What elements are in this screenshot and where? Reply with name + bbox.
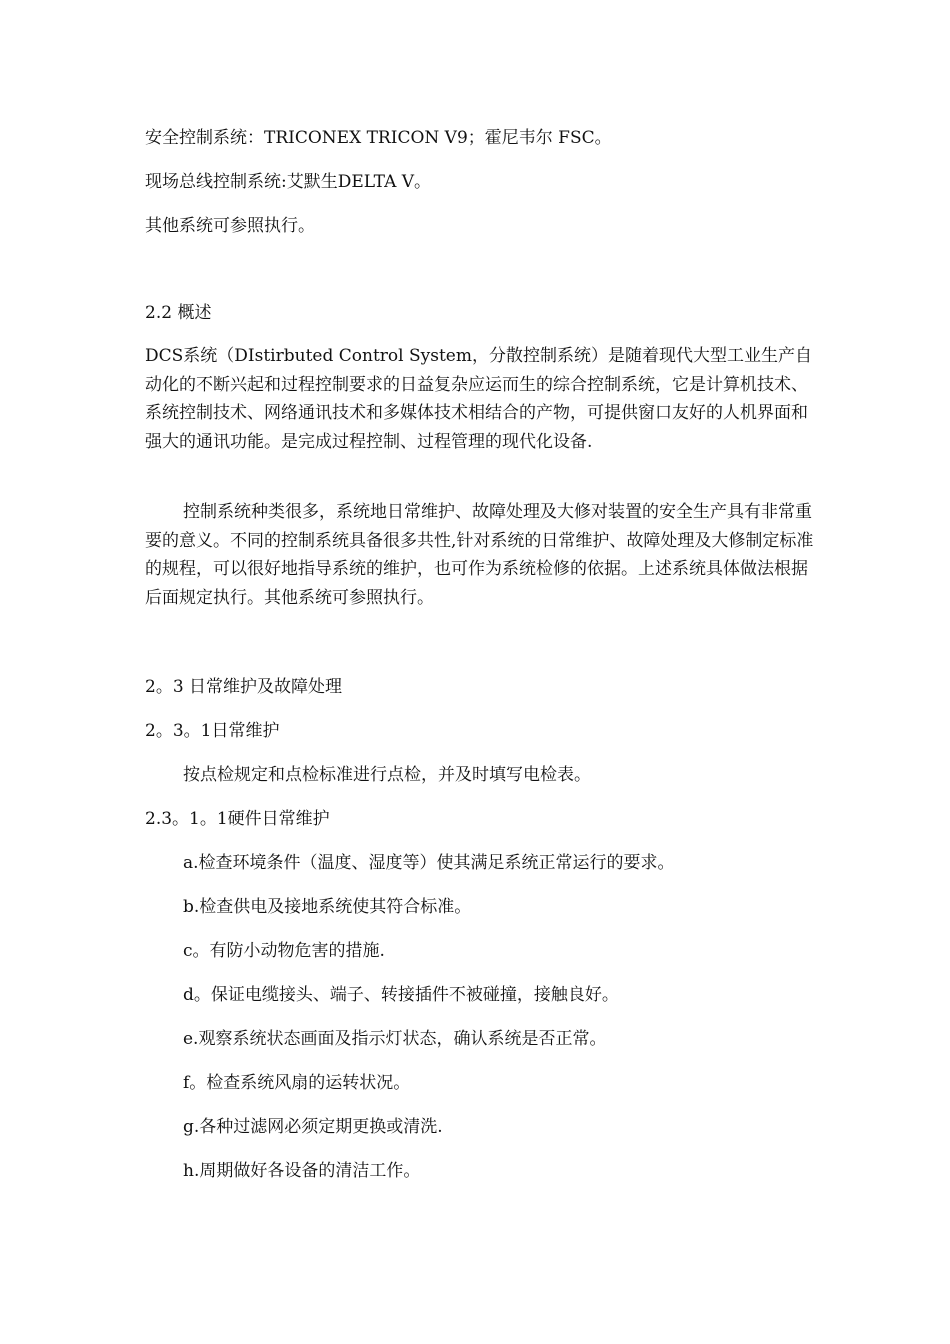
list-item: b.检查供电及接地系统使其符合标准。 [183, 897, 472, 917]
hardware-maintenance-heading: 2.3。1。1硬件日常维护 [145, 809, 330, 829]
fieldbus-system-line: 现场总线控制系统:艾默生DELTA V。 [145, 172, 432, 192]
section-2-2-heading: 2.2 概述 [145, 303, 212, 323]
list-item: g.各种过滤网必须定期更换或清洗. [183, 1117, 443, 1137]
list-item: c。有防小动物危害的措施. [183, 941, 385, 961]
list-item: f。检查系统风扇的运转状况。 [183, 1073, 411, 1093]
other-systems-line: 其他系统可参照执行。 [145, 216, 315, 236]
inspection-text: 按点检规定和点检标准进行点检，并及时填写电检表。 [183, 765, 591, 785]
list-item: h.周期做好各设备的清洁工作。 [183, 1161, 421, 1181]
list-item: e.观察系统状态画面及指示灯状态，确认系统是否正常。 [183, 1029, 607, 1049]
list-item: a.检查环境条件（温度、湿度等）使其满足系统正常运行的要求。 [183, 853, 675, 873]
overview-paragraph: DCS系统（DIstirbuted Control System，分散控制系统）是随着现代大型工业生产自动化的不断兴起和过程控制要求的日益复杂应运而生的综合控制系统，它是计算机技术、系统控制技术、网络通讯技术和多媒体技术相结合的产物，可提供窗口友好的人机界面和强大的通讯功能。是完成过程控制、过程管理的现代化设备. [145, 346, 812, 452]
section-2-3-1-heading: 2。3。1日常维护 [145, 721, 280, 741]
list-item: d。保证电缆接头、端子、转接插件不被碰撞，接触良好。 [183, 985, 619, 1005]
section-2-3-heading: 2。3 日常维护及故障处理 [145, 677, 343, 697]
importance-paragraph: 控制系统种类很多，系统地日常维护、故障处理及大修对装置的安全生产具有非常重要的意义。不同的控制系统具备很多共性,针对系统的日常维护、故障处理及大修制定标准的规程，可以很好地指导系统的维护，也可作为系统检修的依据。上述系统具体做法根据后面规定执行。其他系统可参照执行。 [145, 502, 814, 608]
safety-system-line: 安全控制系统：TRICONEX TRICON V9；霍尼韦尔 FSC。 [145, 128, 612, 148]
